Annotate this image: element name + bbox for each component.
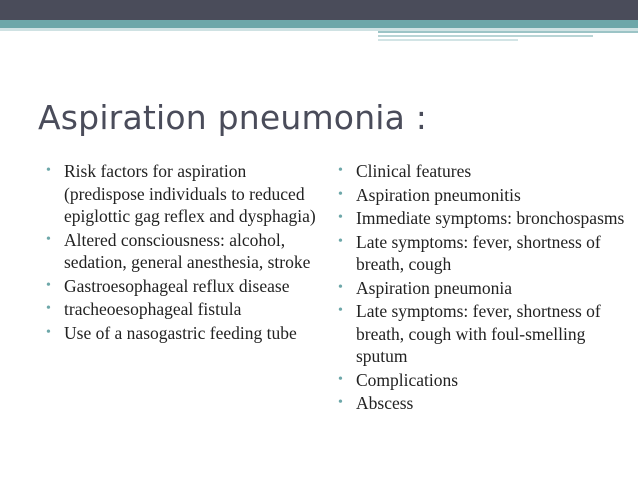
bullet-item: [46, 298, 318, 321]
header-accent-line: [378, 31, 638, 33]
bullet-icon: •: [46, 163, 51, 178]
bullet-text: Aspiration pneumonitis: [356, 184, 521, 205]
header-accent-line: [378, 39, 518, 41]
bullet-icon: •: [46, 277, 51, 293]
bullet-item: [338, 392, 632, 415]
bullet-item: [338, 369, 632, 392]
bullet-item: [46, 322, 318, 345]
bullet-icon: •: [46, 231, 51, 247]
bullet-item: [46, 160, 318, 228]
header-band-dark: [0, 0, 638, 20]
right-bullet-list: [338, 160, 632, 416]
bullet-icon: •: [338, 279, 343, 295]
bullet-text: tracheoesophageal fistula: [64, 299, 242, 319]
bullet-item: [338, 160, 632, 183]
bullet-item: [338, 300, 632, 368]
bullet-icon: •: [46, 301, 51, 316]
bullet-text: Clinical features: [356, 161, 472, 181]
bullet-icon: •: [338, 186, 343, 202]
bullet-text: Abscess: [356, 393, 414, 413]
slide-title: Aspiration pneumonia :: [38, 98, 428, 137]
header-accent-line: [378, 35, 593, 37]
bullet-icon: •: [338, 233, 343, 249]
bullet-text: Use of a nasogastric feeding tube: [64, 322, 297, 343]
bullet-item: [338, 207, 632, 230]
bullet-text: Immediate symptoms: bronchospasms: [356, 208, 625, 228]
bullet-text: Late symptoms: fever, shortness of breath, cough: [356, 231, 601, 274]
bullet-icon: •: [46, 324, 51, 340]
bullet-icon: •: [338, 210, 343, 225]
bullet-text: Risk factors for aspiration (predispose individuals to reduced epiglottic gag reflex and dysphagia): [64, 161, 316, 226]
header-band-teal: [0, 20, 638, 28]
left-bullet-list: [46, 160, 318, 345]
bullet-item: [46, 275, 318, 298]
bullet-icon: •: [338, 163, 343, 178]
bullet-text: Altered consciousness: alcohol, sedation, general anesthesia, stroke: [64, 229, 311, 272]
bullet-item: [46, 229, 318, 274]
bullet-text: Aspiration pneumonia: [356, 277, 513, 298]
bullet-text: Gastroesophageal reflux disease: [64, 275, 290, 296]
bullet-item: [338, 277, 632, 300]
bullet-item: [338, 231, 632, 276]
bullet-text: Late symptoms: fever, shortness of breath, cough with foul-smelling sputum: [356, 301, 601, 366]
bullet-icon: •: [338, 303, 343, 318]
bullet-icon: •: [338, 395, 343, 410]
bullet-text: Complications: [356, 369, 459, 390]
bullet-item: [338, 184, 632, 207]
bullet-icon: •: [338, 371, 343, 387]
